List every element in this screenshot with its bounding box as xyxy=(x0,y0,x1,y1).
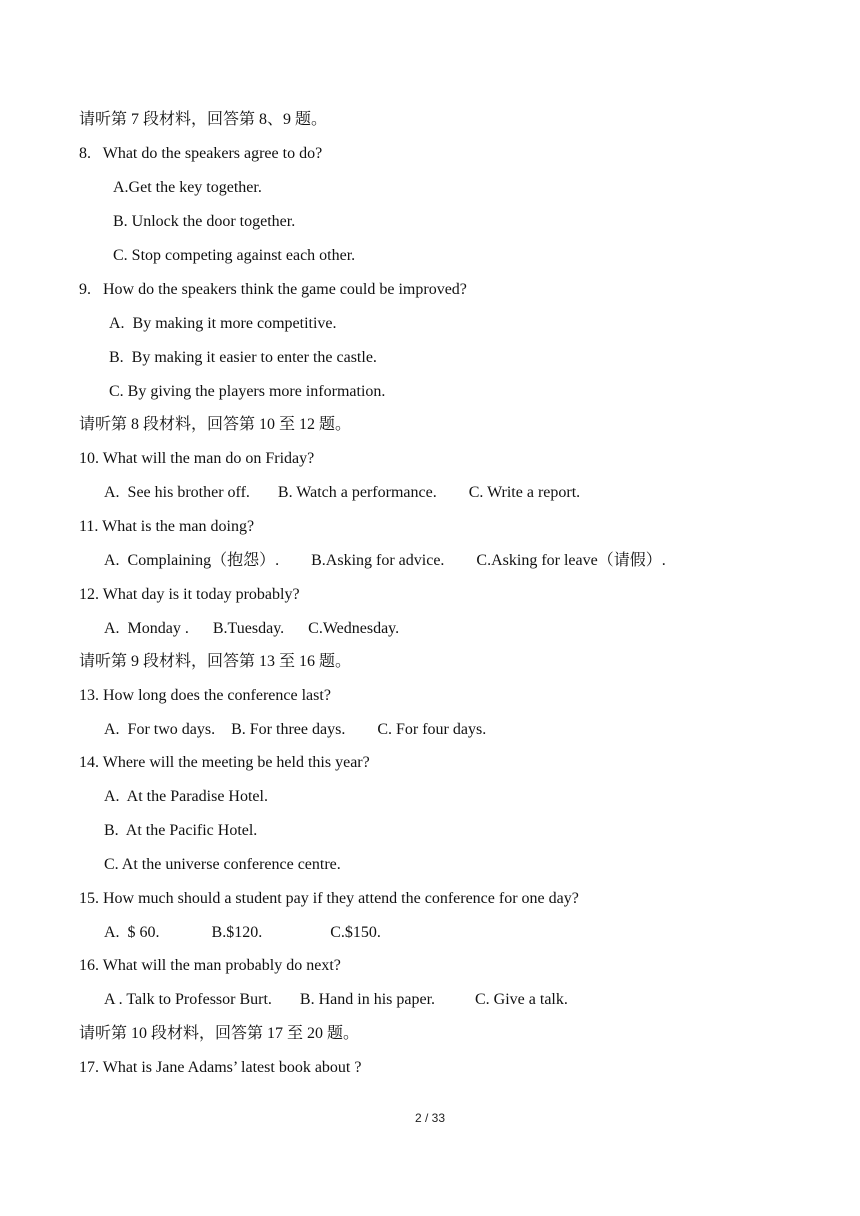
options-12: A. Monday . B.Tuesday. C.Wednesday. xyxy=(104,620,400,637)
page-number: 2 / 33 xyxy=(414,1111,446,1125)
option-14a: A. At the Paradise Hotel. xyxy=(104,788,268,805)
question-17: 17. What is Jane Adams’ latest book about ? xyxy=(79,1059,362,1076)
option-8c: C. Stop competing against each other. xyxy=(113,247,356,264)
section-heading-8: 请听第 8 段材料，回答第 10 至 12 题。 xyxy=(79,416,352,433)
question-14: 14. Where will the meeting be held this year? xyxy=(79,754,370,771)
question-12: 12. What day is it today probably? xyxy=(79,586,300,603)
question-11: 11. What is the man doing? xyxy=(79,518,255,535)
option-14b: B. At the Pacific Hotel. xyxy=(104,822,258,839)
option-9b: B. By making it easier to enter the castle. xyxy=(109,349,377,366)
options-10: A. See his brother off. B. Watch a performance. C. Write a report. xyxy=(104,484,581,501)
question-13: 13. How long does the conference last? xyxy=(79,687,331,704)
options-11: A. Complaining（抱怨）. B.Asking for advice. C.Asking for leave（请假）. xyxy=(104,552,666,569)
option-9a: A. By making it more competitive. xyxy=(109,315,337,332)
options-16: A . Talk to Professor Burt. B. Hand in his paper. C. Give a talk. xyxy=(104,991,568,1008)
question-9: 9. How do the speakers think the game could be improved? xyxy=(79,281,467,298)
option-8a: A.Get the key together. xyxy=(113,179,262,196)
question-8: 8. What do the speakers agree to do? xyxy=(79,145,323,162)
section-heading-10: 请听第 10 段材料，回答第 17 至 20 题。 xyxy=(79,1025,360,1042)
options-15: A. $ 60. B.$120. C.$150. xyxy=(104,924,381,941)
section-heading-7: 请听第 7 段材料，回答第 8、9 题。 xyxy=(79,111,328,128)
option-9c: C. By giving the players more information. xyxy=(109,383,386,400)
options-13: A. For two days. B. For three days. C. For four days. xyxy=(104,721,487,738)
option-14c: C. At the universe conference centre. xyxy=(104,856,341,873)
section-heading-9: 请听第 9 段材料，回答第 13 至 16 题。 xyxy=(79,653,352,670)
question-15: 15. How much should a student pay if they attend the conference for one day? xyxy=(79,890,579,907)
option-8b: B. Unlock the door together. xyxy=(113,213,296,230)
question-10: 10. What will the man do on Friday? xyxy=(79,450,315,467)
question-16: 16. What will the man probably do next? xyxy=(79,957,341,974)
